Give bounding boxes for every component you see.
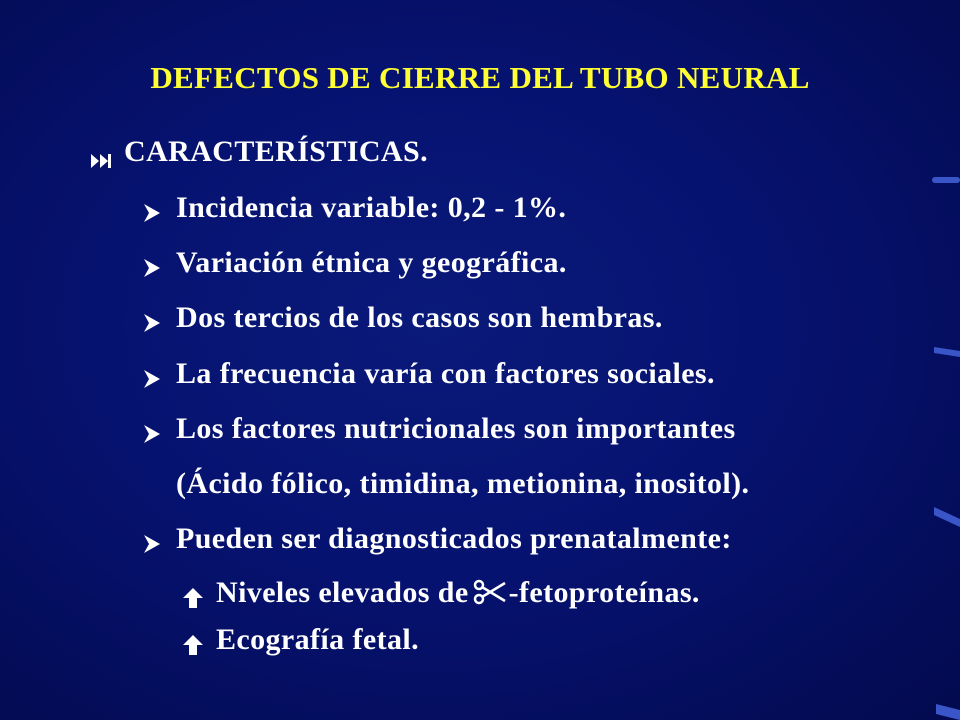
arrowhead-icon (142, 195, 162, 217)
arrowhead-icon (142, 526, 162, 548)
bullet-text: Variación étnica y geográfica. (176, 246, 567, 280)
arrowhead-icon (142, 250, 162, 272)
bullet-text: Pueden ser diagnosticados prenatalmente: (176, 522, 732, 556)
bullet-text: Dos tercios de los casos son hembras. (176, 301, 663, 335)
bullet-text: Incidencia variable: 0,2 - 1%. (176, 191, 567, 225)
section-heading-line (90, 130, 428, 172)
sub-bullet-prefix: Niveles elevados de (216, 576, 469, 610)
sub-bullet-text: Ecografía fetal. (216, 623, 419, 657)
sub-bullet-suffix: -fetoproteínas. (508, 576, 700, 610)
bullet-line (142, 241, 567, 283)
sub-bullet-line (182, 618, 419, 660)
bullet-line (142, 517, 732, 559)
diamond-arrow-icon (182, 627, 204, 649)
edge-streak (930, 345, 960, 359)
sub-bullet-line (182, 571, 700, 613)
bullet-line (142, 407, 736, 449)
diamond-arrow-icon (182, 580, 204, 602)
bullet-line (142, 186, 566, 228)
edge-streak (930, 700, 960, 720)
slide-title: DEFECTOS DE CIERRE DEL TUBO NEURAL (150, 60, 810, 95)
bullet-text: La frecuencia varía con factores sociales. (176, 357, 715, 391)
arrowhead-icon (142, 361, 162, 383)
edge-streak (930, 505, 960, 529)
bullet-line (142, 296, 663, 338)
edge-streak (930, 175, 960, 185)
double-triangle-icon (90, 141, 112, 159)
bullet-continuation-line (176, 462, 749, 504)
bullet-text: Los factores nutricionales son importantes (176, 412, 736, 446)
bullet-continuation-text: (Ácido fólico, timidina, metionina, inositol). (176, 467, 750, 501)
arrowhead-icon (142, 305, 162, 327)
scissors-glyph-icon (473, 576, 507, 602)
section-heading: CARACTERÍSTICAS. (124, 135, 428, 169)
arrowhead-icon (142, 416, 162, 438)
bullet-line (142, 352, 715, 394)
